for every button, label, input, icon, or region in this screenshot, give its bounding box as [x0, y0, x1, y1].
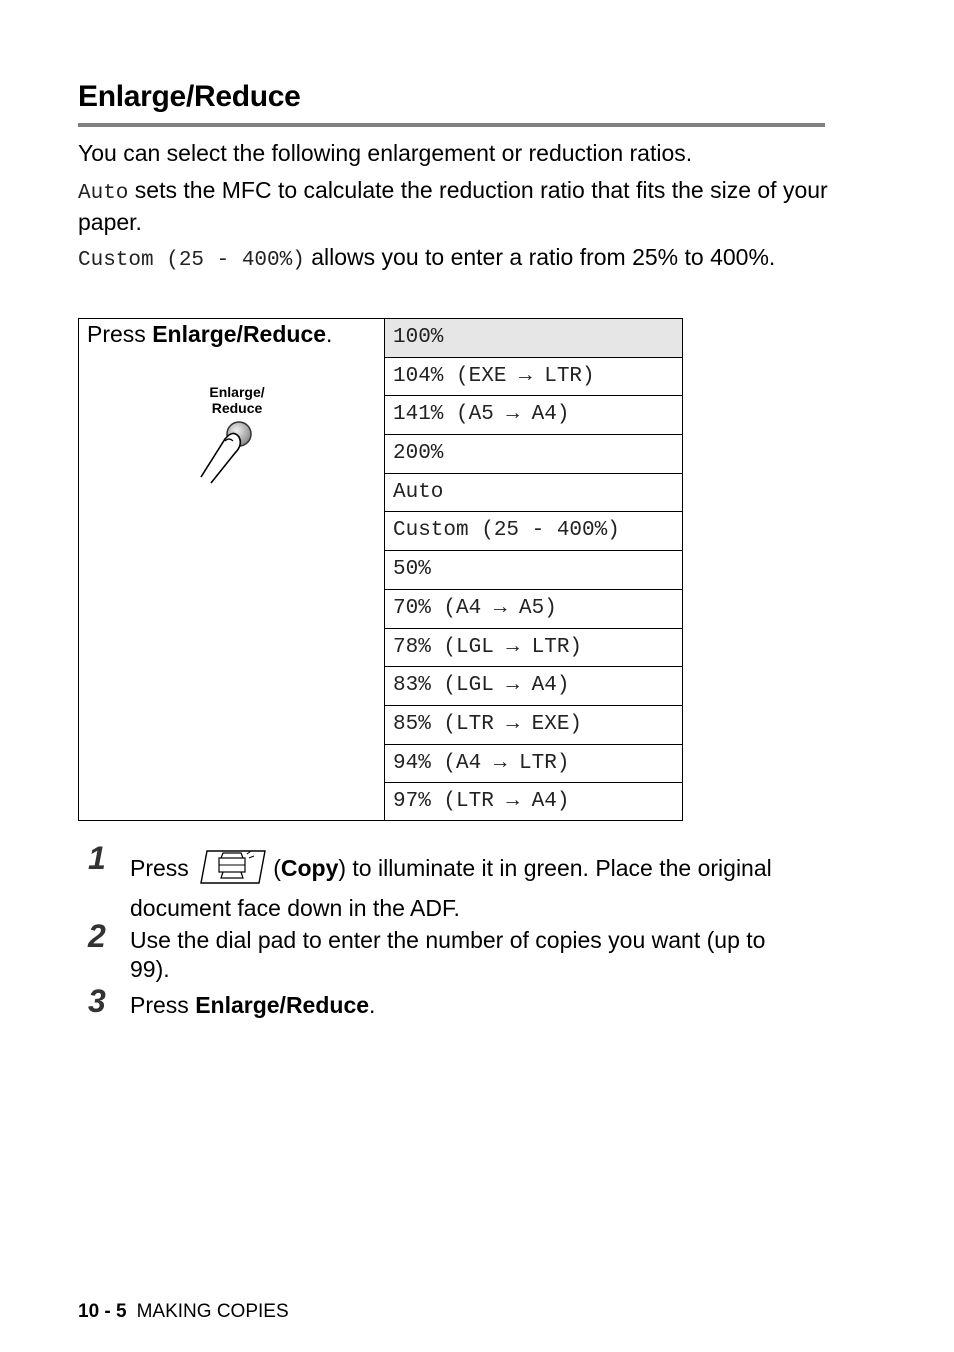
step-3-text [130, 991, 830, 1020]
press-key-name: Enlarge/Reduce [152, 321, 327, 347]
custom-paragraph [78, 243, 828, 275]
ratio-option-list [385, 319, 682, 820]
step-1-suffix: ) to illuminate it in green. Place the original document face down in the ADF. [130, 855, 772, 921]
ratio-option: 70% (A4 → A5) [385, 590, 682, 629]
step-1-prefix: Press [130, 855, 196, 881]
step-1-number: 1 [88, 840, 106, 876]
custom-code: Custom (25 - 400%) [78, 249, 305, 272]
step-3-key-name: Enlarge/Reduce [195, 992, 370, 1018]
ratio-option: 100% [385, 319, 682, 358]
ratio-option: Auto [385, 474, 682, 513]
page-footer [78, 1301, 289, 1323]
button-label-line1: Enlarge/ [209, 384, 265, 400]
page-number: 10 - 5 [78, 1301, 127, 1322]
custom-description: allows you to enter a ratio from 25% to 400%. [304, 244, 776, 270]
ratio-option: 83% (LGL → A4) [385, 667, 682, 706]
page-title: Enlarge/Reduce [78, 80, 301, 113]
ratio-option: 85% (LTR → EXE) [385, 706, 682, 745]
ratio-option: Custom (25 - 400%) [385, 512, 682, 551]
ratio-option: 50% [385, 551, 682, 590]
button-label-line2: Reduce [211, 400, 263, 416]
press-instruction-cell [79, 319, 385, 820]
finger-pressing-button-icon [189, 379, 289, 489]
press-instruction [87, 321, 332, 348]
copy-key-icon [199, 848, 269, 886]
ratio-option: 97% (LTR → A4) [393, 790, 570, 814]
ratio-option: 78% (LGL → LTR) [385, 629, 682, 668]
chapter-name: MAKING COPIES [136, 1301, 289, 1322]
step-1-key-name: Copy [280, 855, 339, 881]
step-3-number: 3 [88, 983, 106, 1019]
ratio-options-table [78, 318, 683, 821]
auto-paragraph [78, 176, 828, 237]
title-underline [78, 123, 825, 127]
ratio-option: 141% (A5 → A4) [385, 396, 682, 435]
ratio-option: 200% [385, 435, 682, 474]
ratio-option: 94% (A4 → LTR) [385, 745, 682, 784]
step-2-text: Use the dial pad to enter the number of copies you want (up to 99). [130, 927, 766, 982]
step-1-paren: ( [273, 855, 281, 881]
intro-text: You can select the following enlargement or reduction ratios. [78, 140, 693, 166]
press-prefix: Press [87, 321, 153, 347]
auto-code: Auto [78, 182, 129, 205]
press-suffix: . [326, 321, 333, 347]
step-1-text [130, 848, 830, 928]
intro-paragraph [78, 139, 828, 168]
step-3-prefix: Press [130, 992, 196, 1018]
auto-description: sets the MFC to calculate the reduction ratio that fits the size of your paper. [78, 177, 828, 235]
step-2-number: 2 [88, 918, 106, 954]
ratio-option: 104% (EXE → LTR) [385, 358, 682, 397]
step-3-suffix: . [369, 992, 376, 1018]
